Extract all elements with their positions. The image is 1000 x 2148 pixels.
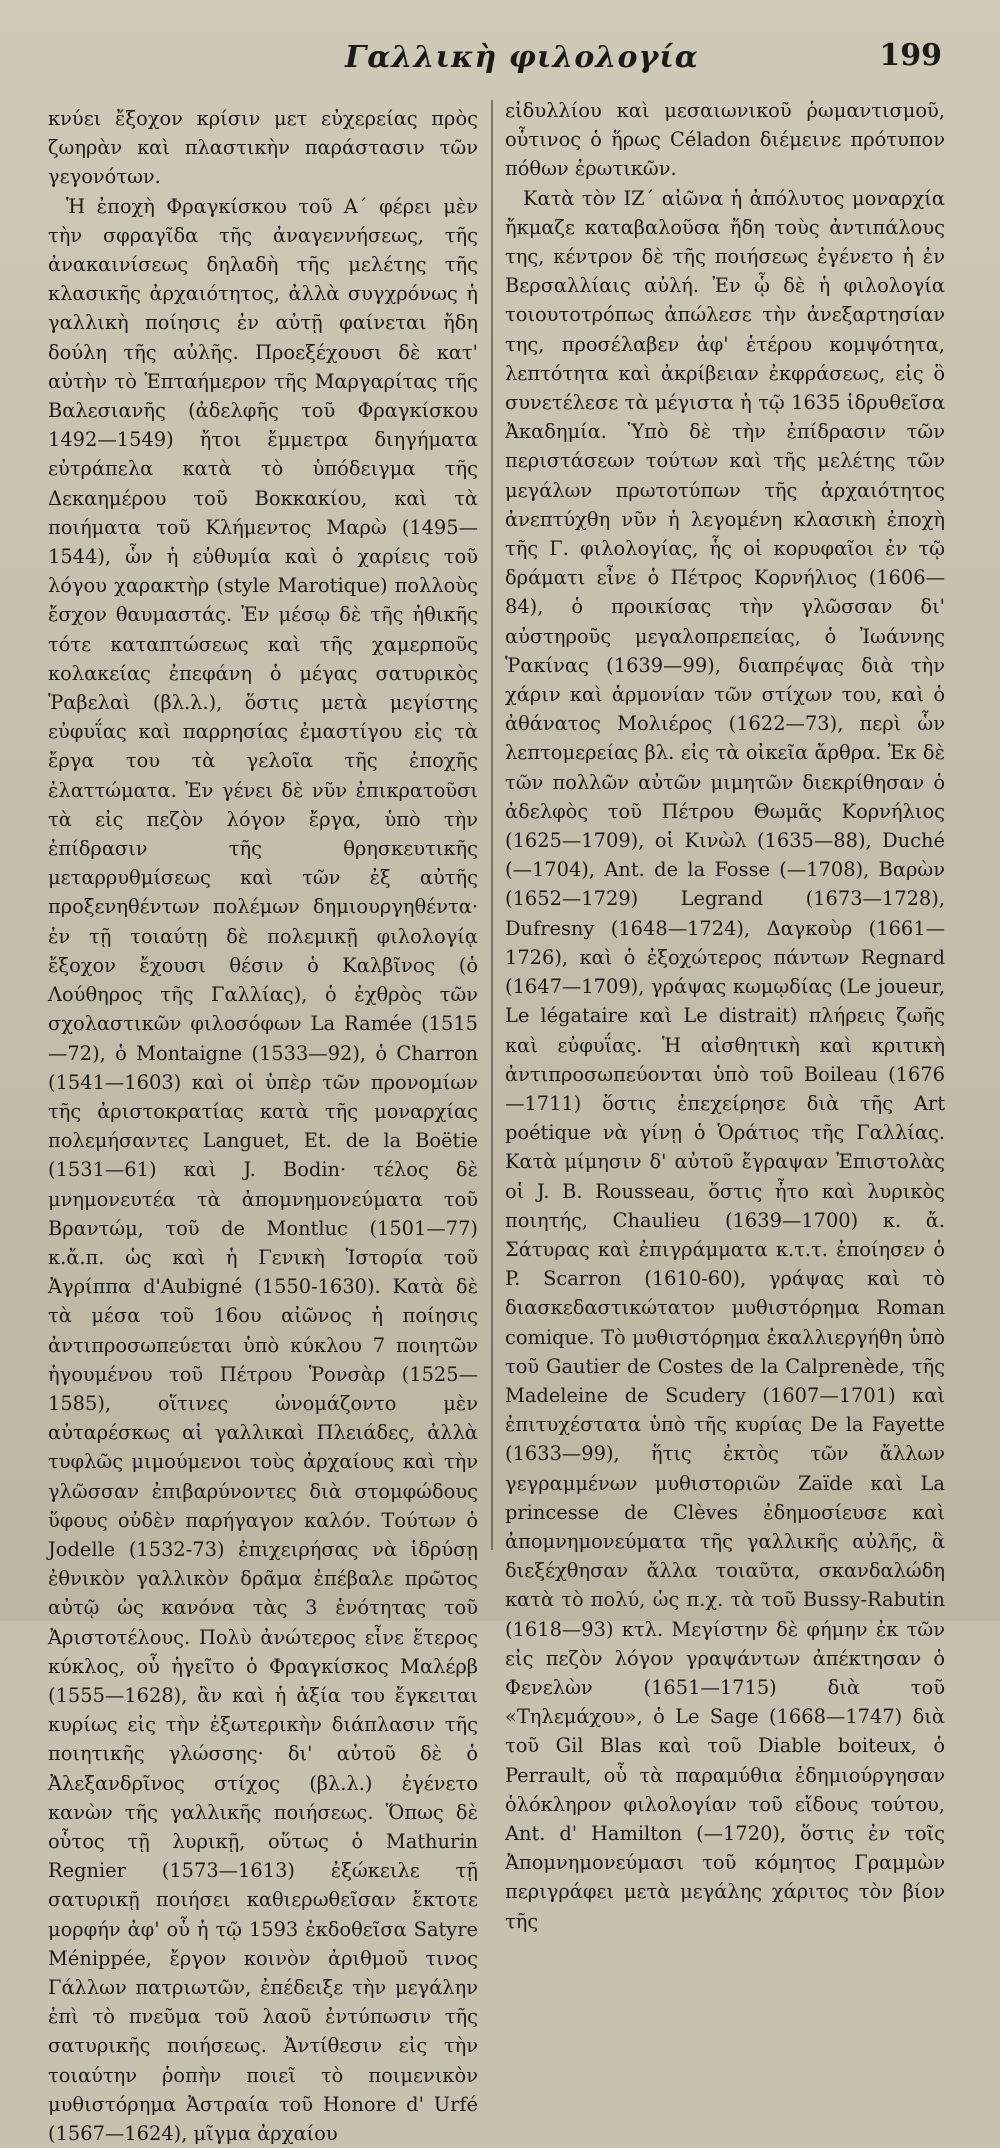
running-title: Γαλλικὴ φιλολογία [345,40,699,75]
page-number: 199 [879,38,942,73]
left-paragraph-2: Ἡ ἐποχὴ Φραγκίσκου τοῦ Α΄ φέρει μὲν τὴν σφραγῖδα τῆς ἀναγεννήσεως, τῆς ἀνακαινίσεως δηλαδὴ τῆς μελέτης τῆς κλασικῆς ἀρχαιότητος, ἀλλὰ συγχρόνως ἡ γαλλικὴ ποίησις ἐν αὐτῇ φαίνεται ἤδη δούλη τῆς αὐλῆς. Προεξέχουσι δὲ κατ' αὐτὴν τὸ Ἑπταήμερον τῆς Μαργαρίτας τῆς Βαλεσιανῆς (ἀδελφῆς τοῦ Φραγκίσκου 1492—1549) ἤτοι ἔμμετρα διηγήματα εὐτράπελα κατὰ τὸ ὑπόδειγμα τῆς Δεκαημέρου τοῦ Βοκκακίου, καὶ τὰ ποιήματα τοῦ Κλήμεντος Μαρὼ (1495—1544), ὧν ἡ εὐθυμία καὶ ὁ χαρίεις τοῦ λόγου χαρακτὴρ (style Marotique) πολλοὺς ἔσχον θαυμαστάς. Ἐν μέσῳ δὲ τῆς ἠθικῆς τότε καταπτώσεως καὶ τῆς χαμερποῦς κολακείας ἐπεφάνη ὁ μέγας σατυρικὸς Ῥαβελαὶ (βλ.λ.), ὅστις μετὰ μεγίστης εὐφυΐας καὶ παρρησίας ἐμαστίγου εἰς τὰ ἔργα του τὰ γελοῖα τῆς ἐποχῆς ἐλαττώματα. Ἐν γένει δὲ νῦν ἐπικρατοῦσι τὰ εἰς πεζὸν λόγον ἔργα, ὑπὸ τὴν ἐπίδρασιν τῆς θρησκευτικῆς μεταρρυθμίσεως καὶ τῶν ἐξ αὐτῆς προξενηθέντων πολέμων δημιουργηθέντα· ἐν τῇ τοιαύτῃ δὲ πολεμικῇ φιλολογίᾳ ἔξοχον ἔχουσι θέσιν ὁ Καλβῖνος (ὁ Λούθηρος τῆς Γαλλίας), ὁ ἐχθρὸς τῶν σχολαστικῶν φιλοσόφων La Ramée (1515—72), ὁ Montaigne (1533—92), ὁ Charron (1541—1603) καὶ οἱ ὑπὲρ τῶν προνομίων τῆς ἀριστοκρατίας κατὰ τῆς μοναρχίας πολεμήσαντες Languet, Et. de la Boëtie (1531—61) καὶ J. Bodin· τέλος δὲ μνημονευτέα τὰ ἀπομνημονεύματα τοῦ Βραντώμ, τοῦ de Montluc (1501—77) κ.ἄ.π. ὡς καὶ ἡ Γενικὴ Ἱστορία τοῦ Ἀγρίππα d'Aubigné (1550-1630). Κατὰ δὲ τὰ μέσα τοῦ 16ου αἰῶνος ἡ ποίησις ἀντιπροσωπεύεται ὑπὸ κύκλου 7 ποιητῶν ἡγουμένου τοῦ Πέτρου Ῥονσὰρ (1525—1585), οἵτινες ὠνομάζοντο μὲν αὐταρέσκως αἱ γαλλικαὶ Πλειάδες, ἀλλὰ τυφλῶς μιμούμενοι τοὺς ἀρχαίους καὶ τὴν γλῶσσαν ἐπιβαρύνοντες διὰ στομφώδους ὕφους οὐδὲν παρήγαγον καλόν. Τούτων ὁ Jodelle (1532-73) ἐπιχειρήσας νὰ ἱδρύσῃ ἐθνικὸν γαλλικὸν δρᾶμα ἐπέβαλε πρῶτος αὐτῷ ὡς κανόνα τὰς 3 ἑνότητας τοῦ Ἀριστοτέλους. Πολὺ ἀνώτερος εἶνε ἕτερος κύκλος, οὗ ἡγεῖτο ὁ Φραγκίσκος Μαλέρβ (1555—1628), ἂν καὶ ἡ ἀξία του ἔγκειται κυρίως εἰς τὴν ἐξωτερικὴν διάπλασιν τῆς ποιητικῆς γλώσσης· δι' αὐτοῦ δὲ ὁ Ἀλεξανδρῖνος στίχος (βλ.λ.) ἐγένετο κανὼν τῆς γαλλικῆς ποιήσεως. Ὅπως δὲ οὗτος τῇ λυρικῇ, οὕτως ὁ Mathurin Regnier (1573—1613) ἐξώκειλε τῇ σατυρικῇ ποιήσει καθιερωθεῖσαν ἔκτοτε μορφήν ἀφ' οὗ ἡ τῷ 1593 ἐκδοθεῖσα Satyre Ménippée, ἔργον κοινὸν ἀριθμοῦ τινος Γάλλων πατριωτῶν, ἐπέδειξε τὴν μεγάλην ἐπὶ τὸ πνεῦμα τοῦ λαοῦ ἐντύπωσιν τῆς σατυρικῆς ποιήσεως. Ἀντίθεσιν εἰς τὴν τοιαύτην ῥοπὴν ποιεῖ τὸ ποιμενικὸν μυθιστόρημα Ἀστραία τοῦ Honore d' Urfé (1567—1624), μῖγμα ἀρχαίου [48,194,478,2146]
left-paragraph-1: κνύει ἔξοχον κρίσιν μετ εὐχερείας πρὸς ζωηρὰν καὶ πλαστικὴν παράστασιν τῶν γεγονότων. [48,107,478,189]
right-column [505,96,945,1936]
left-column [48,104,478,2148]
column-divider [491,100,493,1550]
right-paragraph-2: Κατὰ τὸν ΙΖ΄ αἰῶνα ἡ ἀπόλυτος μοναρχία ἤκμαζε καταβαλοῦσα ἤδη τοὺς ἀντιπάλους της, κέντρον δὲ τῆς ποιήσεως ἐγένετο ἡ ἐν Βερσαλλίαις αὐλή. Ἐν ᾧ δὲ ἡ φιλολογία τοιουτοτρόπως ἀπώλεσε τὴν ἀνεξαρτησίαν της, προσέλαβεν ἀφ' ἑτέρου κομψότητα, λεπτότητα καὶ ἀκρίβειαν ἐκφράσεως, εἰς ὃ συνετέλεσε τὰ μέγιστα ἡ τῷ 1635 ἱδρυθεῖσα Ἀκαδημία. Ὑπὸ δὲ τὴν ἐπίδρασιν τῶν περιστάσεων τούτων καὶ τῆς μελέτης τῶν μεγάλων πρωτοτύπων τῆς ἀρχαιότητος ἀνεπτύχθη νῦν ἡ λεγομένη κλασικὴ ἐποχὴ τῆς Γ. φιλολογίας, ἧς οἱ κορυφαῖοι ἐν τῷ δράματι εἶνε ὁ Πέτρος Κορνήλιος (1606—84), ὁ προικίσας τὴν γλῶσσαν δι' αὐστηροῦς μεγαλοπρεπείας, ὁ Ἰωάννης Ῥακίνας (1639—99), διαπρέψας διὰ τὴν χάριν καὶ ἁρμονίαν τῶν στίχων του, καὶ ὁ ἀθάνατος Μολιέρος (1622—73), περὶ ὧν λεπτομερείας βλ. εἰς τὰ οἰκεῖα ἄρθρα. Ἐκ δὲ τῶν πολλῶν αὐτῶν μιμητῶν διεκρίθησαν ὁ ἀδελφὸς τοῦ Πέτρου Θωμᾶς Κορνήλιος (1625—1709), οἱ Κινὼλ (1635—88), Duché (—1704), Ant. de la Fosse (—1708), Βαρὼν (1652—1729) Legrand (1673—1728), Dufresny (1648—1724), Δαγκοὺρ (1661—1726), καὶ ὁ ἐξοχώτερος πάντων Regnard (1647—1709), γράψας κωμῳδίας (Le joueur, Le légataire καὶ Le distrait) πλήρεις ζωῆς καὶ εὐφυΐας. Ἡ αἰσθητικὴ καὶ κριτικὴ ἀντιπροσωπεύονται ὑπὸ τοῦ Boileau (1676—1711) ὅστις ἐπεχείρησε διὰ τῆς Art poétique νὰ γίνῃ ὁ Ὁράτιος τῆς Γαλλίας. Κατὰ μίμησιν δ' αὐτοῦ ἔγραψαν Ἐπιστολὰς οἱ J. B. Rousseau, ὅστις ἦτο καὶ λυρικὸς ποιητής, Chaulieu (1639—1700) κ. ἄ. Σάτυρας καὶ ἐπιγράμματα κ.τ.τ. ἐποίησεν ὁ P. Scarron (1610-60), γράψας καὶ τὸ διασκεδαστικώτατον μυθιστόρημα Roman comique. Τὸ μυθιστόρημα ἐκαλλιεργήθη ὑπὸ τοῦ Gautier de Costes de la Calprenède, τῆς Madeleine de Scudery (1607—1701) καὶ ἐπιτυχέστατα ὑπὸ τῆς κυρίας De la Fayette (1633—99), ἥτις ἐκτὸς τῶν ἄλλων γεγραμμένων μυθιστοριῶν Zaïde καὶ La princesse de Clèves ἐδημοσίευσε καὶ ἀπομνημονεύματα τῆς γαλλικῆς αὐλῆς, ἃ διεξέχθησαν ἄλλα τοιαῦτα, σκανδαλώδη κατὰ τὸ πολύ, ὡς π.χ. τὰ τοῦ Bussy-Rabutin (1618—93) κτλ. Μεγίστην δὲ φήμην ἐκ τῶν εἰς πεζὸν λόγον γραψάντων ἀπέκτησαν ὁ Φενελὼν (1651—1715) διὰ τοῦ «Τηλεμάχου», ὁ Le Sage (1668—1747) διὰ τοῦ Gil Blas καὶ τοῦ Diable boiteux, ὁ Perrault, οὗ τὰ παραμύθια ἐδημιούργησαν ὁλόκληρον φιλολογίαν τοῦ εἴδους τούτου, Ant. d' Hamilton (—1720), ὅστις ἐν τοῖς Ἀπομνημονεύμασι τοῦ κόμητος Γραμμὼν περιγράφει μετὰ μεγάλης χάριτος τὸν βίον τῆς [505,186,945,1933]
right-paragraph-1: εἰδυλλίου καὶ μεσαιωνικοῦ ῥωμαντισμοῦ, οὗτινος ὁ ἥρως Céladon διέμεινε πρότυπον πόθων ἐρωτικῶν. [505,99,945,181]
